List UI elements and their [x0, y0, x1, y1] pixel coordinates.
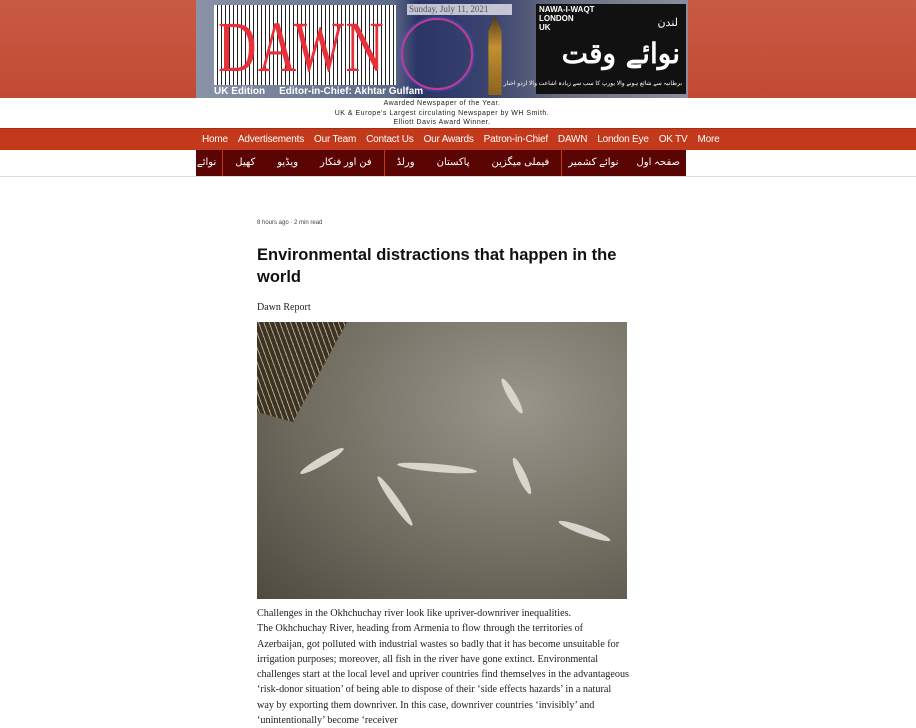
article-image	[257, 322, 627, 599]
nav-dawn[interactable]: DAWN	[557, 134, 588, 145]
nw-line: NAWA-I-WAQT	[539, 5, 595, 14]
award-line: Elliott Davis Award Winner.	[393, 119, 491, 126]
urdu-logo: نوائے وقت	[561, 37, 680, 70]
nw-line: LONDON	[539, 14, 574, 23]
urdu-nav-item[interactable]: نوائے کشمیر	[568, 157, 619, 168]
urdu-nav-item[interactable]: نوائے وقت گیلری	[147, 157, 217, 168]
nawaiwaqt-logo[interactable]	[503, 4, 686, 94]
urdu-nav-item[interactable]: فن اور فنکار	[320, 157, 372, 168]
nav-contact-us[interactable]: Contact Us	[366, 134, 414, 145]
urdu-tagline: برطانیہ سے شائع ہونے والا یورپ کا سب سے زیادہ اشاعت والا اردو اخبار	[503, 81, 682, 87]
nav-more[interactable]: More	[697, 134, 720, 145]
nw-line: UK	[539, 23, 551, 32]
fish	[510, 456, 534, 496]
urdu-nav-item[interactable]: صفحہ اول	[636, 157, 680, 168]
fish	[298, 445, 345, 477]
nav-patron-in-chief[interactable]: Patron-in-Chief	[483, 134, 548, 145]
nav-advertisements[interactable]: Advertisements	[237, 134, 304, 145]
paragraph: Challenges in the Okhchuchay river look like upriver-downriver inequalities.	[257, 608, 572, 619]
article-author: Dawn Report	[257, 302, 311, 313]
dawn-logo[interactable]	[214, 5, 396, 85]
fish	[397, 461, 477, 476]
main-nav	[0, 128, 916, 150]
award-line: Awarded Newspaper of the Year.	[383, 100, 501, 107]
award-line: UK & Europe's Largest circulating Newspaper by WH Smith.	[334, 109, 550, 117]
dawn-logo-text: DAWN	[218, 7, 386, 87]
nav-home[interactable]: Home	[202, 134, 228, 145]
urdu-nav-item[interactable]: کھیل	[235, 157, 256, 168]
urdu-nav-item[interactable]: ویڈیو	[277, 157, 299, 168]
urdu-sub: لندن	[657, 17, 678, 29]
editor: Editor-in-Chief: Akhtar Gulfam	[279, 86, 424, 97]
london-eye-image	[401, 18, 473, 90]
big-ben-image	[484, 15, 506, 95]
edition-line	[214, 86, 437, 98]
urdu-nav-item[interactable]: فیملی میگزین	[491, 157, 550, 168]
awards-text	[196, 99, 688, 128]
header-banner	[196, 0, 688, 98]
fish	[375, 474, 416, 528]
urdu-nav-item[interactable]: پاکستان	[436, 157, 470, 168]
fish	[557, 518, 611, 544]
paragraph: The Okhchuchay River, heading from Armenia to flow through the territories of Azerbaijan, got polluted with industrial wastes so badly that it has become unsuitable for irrigation purposes; moreover, all fish in the river have gone extinct. Environmental challenges start at the local level and upriver countries find themselves in the advantageous ‘risk-donor situation’ of being able to dispose of their ‘side effects hazards’ in a natural way by exporting them downriver. In this case, downriver countries ‘invisibly’ and ‘unintentionally’ become ‘receiver	[257, 623, 629, 727]
nav-ok-tv[interactable]: OK TV	[658, 134, 688, 145]
urdu-nav-item[interactable]: ورلڈ	[396, 157, 415, 168]
article-body	[257, 606, 629, 728]
post-meta: 8 hours ago · 2 min read	[257, 220, 323, 226]
urdu-nav-item[interactable]: ای پیپر	[101, 157, 130, 168]
urdu-nav	[101, 150, 686, 176]
nav-london-eye[interactable]: London Eye	[597, 134, 649, 145]
article-title: Environmental distractions that happen in the world	[257, 246, 617, 286]
nav-our-team[interactable]: Our Team	[314, 134, 357, 145]
divider	[0, 176, 916, 177]
fish	[499, 377, 526, 416]
edition: UK Edition	[214, 86, 266, 97]
date: Sunday, July 11, 2021	[407, 4, 512, 15]
reeds	[257, 322, 347, 422]
nav-our-awards[interactable]: Our Awards	[423, 134, 474, 145]
